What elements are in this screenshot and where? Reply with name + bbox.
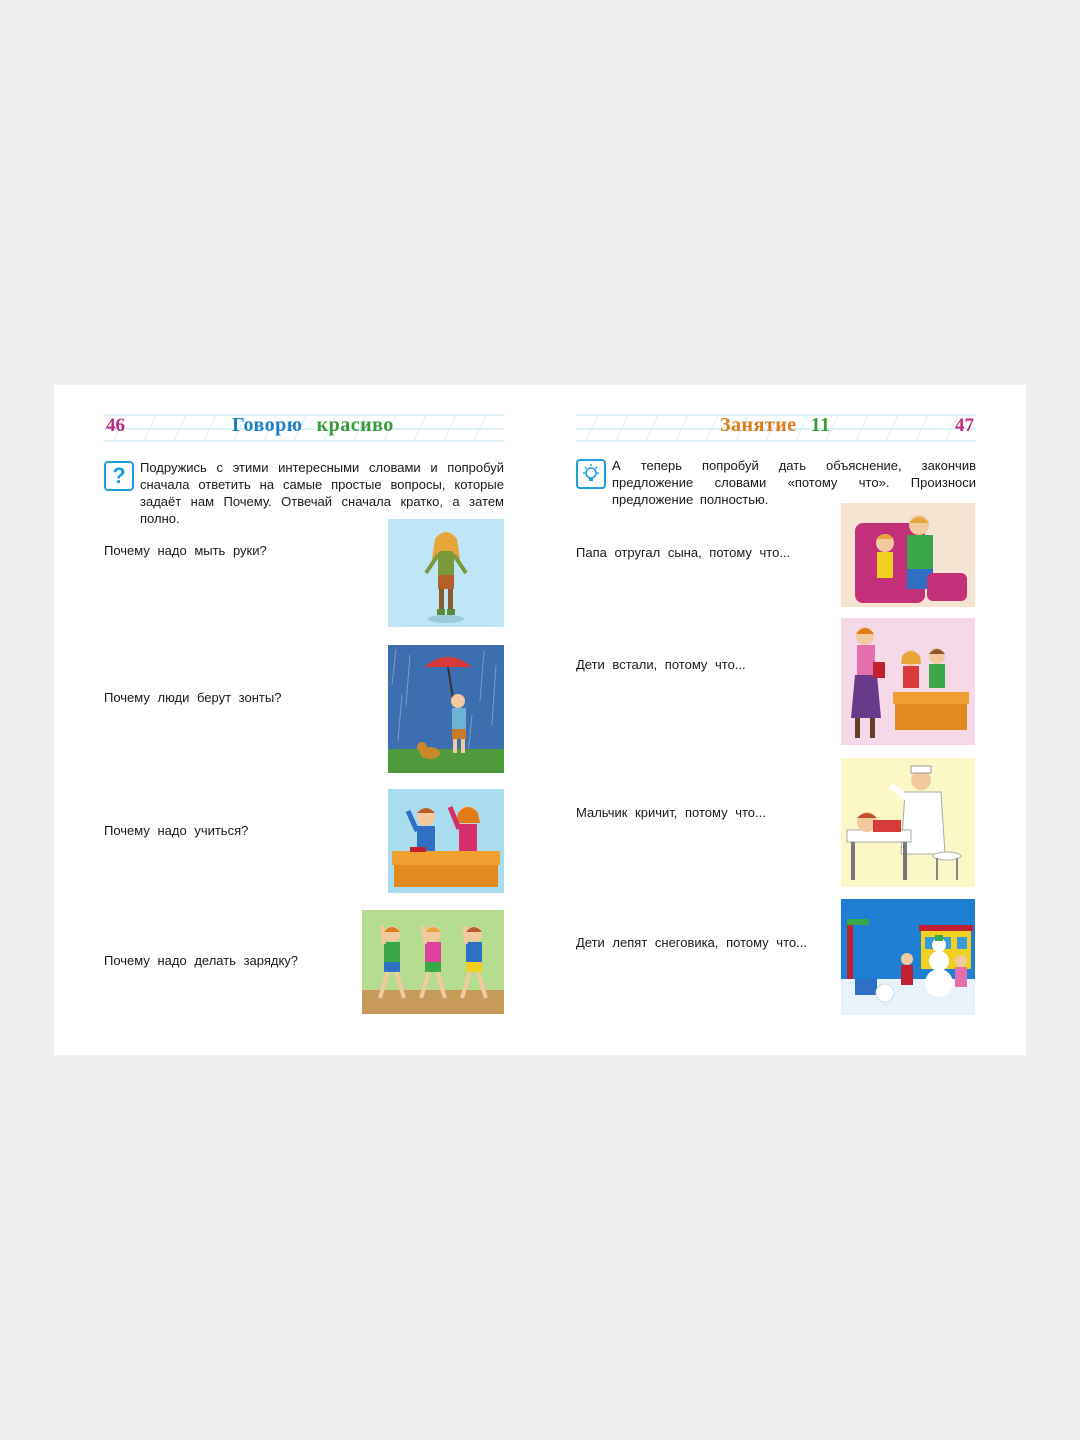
sentence-3: Мальчик кричит, потому что...	[576, 805, 766, 820]
sentence-4: Дети лепят снеговика, потому что...	[576, 935, 807, 950]
title-word-2: красиво	[316, 414, 394, 436]
dirty-girl-illustration	[388, 519, 504, 627]
doctor-boy-illustration	[841, 758, 975, 887]
sentence-2: Дети встали, потому что...	[576, 657, 746, 672]
page-title	[232, 414, 394, 437]
title-word-1: Занятие	[720, 414, 797, 436]
question-4: Почему надо делать зарядку?	[104, 953, 299, 968]
father-scolding-illustration	[841, 503, 975, 607]
kids-at-desk-illustration	[388, 789, 504, 893]
kids-exercising-illustration	[362, 910, 504, 1014]
title-word-1: Говорю	[232, 414, 303, 436]
question-1: Почему надо мыть руки?	[104, 543, 267, 558]
question-mark-icon: ?	[104, 461, 134, 491]
snowman-illustration	[841, 899, 975, 1015]
book-spread	[54, 385, 1026, 1055]
question-3: Почему надо учиться?	[104, 823, 249, 838]
sentence-1: Папа отругал сына, потому что...	[576, 545, 791, 560]
intro-text: Подружись с этими интересными словами и попробуй сначала ответить на самые простые вопросы, которые задаёт нам Почему. Отвечай сначала кратко, а затем полно.	[140, 460, 504, 526]
page-title	[720, 414, 831, 437]
question-2: Почему люди берут зонты?	[104, 690, 282, 705]
lightbulb-icon	[576, 459, 606, 489]
left-page	[54, 385, 540, 1055]
page-number: 46	[106, 415, 125, 436]
title-word-2: 11	[810, 414, 831, 436]
teacher-children-illustration	[841, 618, 975, 745]
page-number: 47	[955, 415, 974, 436]
intro-text: А теперь попробуй дать объяснение, закончив предложение словами «потому что». Произноси предложение полностью.	[612, 458, 976, 507]
right-page	[540, 385, 1026, 1055]
umbrella-rain-illustration	[388, 645, 504, 773]
